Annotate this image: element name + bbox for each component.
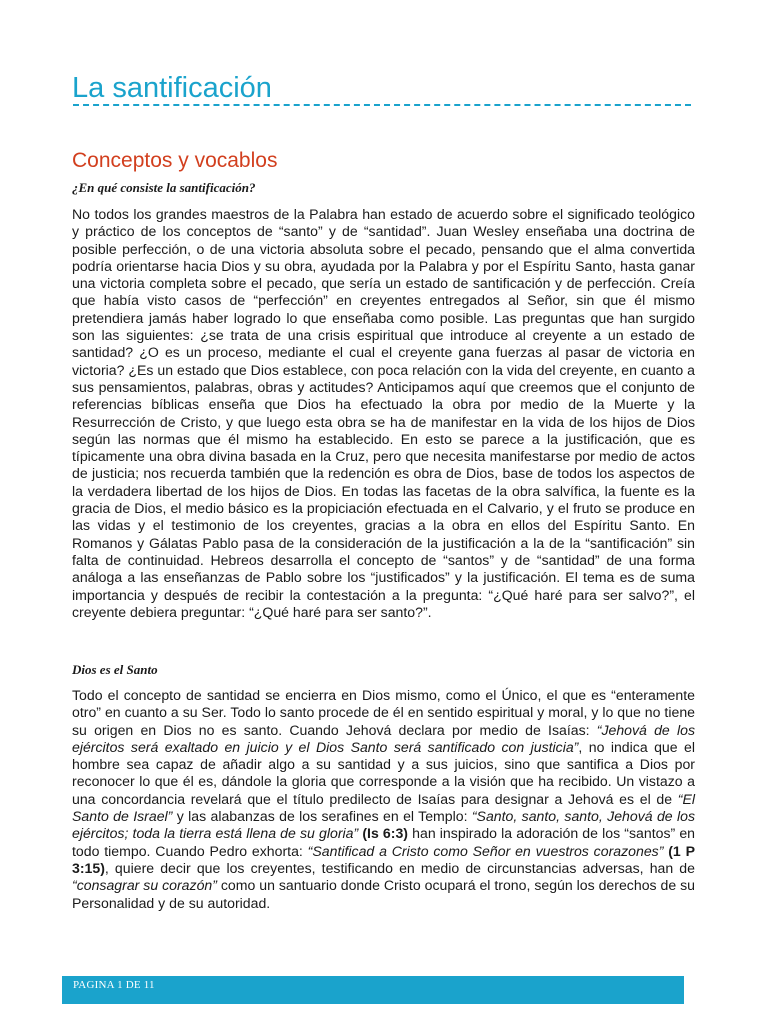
paragraph-2-text: , no indica que el hombre sea capaz de añadir algo a su santidad y a sus juicios, sino que santifica a Dios por reconocer lo que él es, dándole la gloria que corresponde a la visión que ha recibido. Un vistazo a una concordancia revelará que el título predilecto de Isaías para designar a Jehová es el de — [72, 738, 695, 807]
quote-serafines: “Santo, santo, santo, Jehová de los ejércitos; toda la tierra está llena de su gloria” — [72, 808, 695, 842]
paragraph-2-text: como un santuario donde Cristo ocupará el trono, según los derechos de su Personalidad y de su autoridad. — [72, 877, 695, 911]
quote-pedro: “Santificad a Cristo como Señor en vuestros corazones” — [307, 842, 664, 859]
paragraph-2-text: Todo el concepto de santidad se encierra en Dios mismo, como el Único, el que es “enteramente otro” en cuanto a su Ser. Todo lo santo procede de él en sentido espiritual y moral, y lo que no tiene su origen en Dios no es santo. Cuando Jehová declara por medio de Isaías: — [72, 687, 695, 738]
page-number: PAGINA 1 DE 11 — [73, 979, 155, 991]
question-heading: ¿En qué consiste la santificación? — [72, 180, 256, 195]
quote-santo-de-israel: “El Santo de Israel” — [72, 790, 695, 825]
quote-isaias: “Jehová de los ejércitos será exaltado en juicio y el Dios Santo será santificado con justicia” — [72, 721, 695, 755]
paragraph-2-text: han inspirado la adoración de los “santos” en todo tiempo. Cuando Pedro exhorta: — [72, 825, 696, 859]
quote-consagrar: “consagrar su corazón” — [72, 877, 217, 894]
subheading-dios-es-el-santo: Dios es el Santo — [72, 662, 158, 677]
paragraph-2-text: , quiere decir que los creyentes, testificando en medio de circunstancias adversas, han de — [104, 859, 695, 876]
section-heading: Conceptos y vocablos — [72, 149, 278, 172]
page-title: La santificación — [72, 72, 272, 104]
reference-1p-3-15: (1 P 3:15) — [72, 842, 695, 876]
footer-bar — [62, 976, 684, 1004]
title-dashed-rule — [73, 104, 691, 106]
body-paragraph-1: No todos los grandes maestros de la Palabra han estado de acuerdo sobre el significado teológico y práctico de los conceptos de “santo” y de “santidad”. Juan Wesley enseñaba una doctrina de posible perfección, o de una victoria absoluta sobre el pecado, pensando que el alma convertida podría orientarse hacia Dios y su obra, ayudada por la Palabra y por el Espíritu Santo, hasta ganar una victoria completa sobre el pecado, que sería un estado de santificación y de perfección. Creía que había visto casos de “perfección” en creyentes entregados al Señor, sin que él mismo pretendiera jamás haber logrado lo que enseñaba como posible. Las preguntas que han surgido son las siguientes: ¿se trata de una crisis espiritual que introduce al creyente a un estado de santidad? ¿O es un proceso, mediante el cual el creyente gana fuerzas al pasar de victoria en victoria? ¿Es un estado que Dios establece, con poca relación con la vida del creyente, en cuanto a sus pensamientos, palabras, obras y actitudes? Anticipamos aquí que creemos que el conjunto de referencias bíblicas enseña que Dios ha efectuado la obra por medio de la Muerte y la Resurrección de Cristo, y que luego esta obra se ha de manifestar en la vida de los hijos de Dios según las normas que él mismo ha establecido. En esto se parece a la justificación, que es típicamente una obra divina basada en la Cruz, pero que necesita manifestarse por medio de actos de justicia; nos recuerda también que la redención es obra de Dios, base de todos los aspectos de la verdadera libertad de los hijos de Dios. En todas las facetas de la obra salvífica, la fuente es la gracia de Dios, el medio básico es la propiciación efectuada en el Calvario, y el fruto se produce en las vidas y el testimonio de los creyentes, gracias a la obra en ellos del Espíritu Santo. En Romanos y Gálatas Pablo pasa de la consideración de la justificación a la de la “santificación” sin falta de continuidad. Hebreos desarrolla el concepto de “santos” y de “santidad” de una forma análoga a las enseñanzas de Pablo sobre los “justificados” y la justificación. El tema es de suma importancia y después de recibir la contestación a la pregunta: “¿Qué haré para ser salvo?”, el creyente debiera preguntar: “¿Qué haré para ser santo?”. — [72, 206, 695, 620]
body-paragraph-2 — [72, 687, 695, 912]
reference-is-6-3: (Is 6:3) — [358, 825, 408, 842]
paragraph-2-text: y las alabanzas de los serafines en el Templo: — [172, 808, 472, 825]
